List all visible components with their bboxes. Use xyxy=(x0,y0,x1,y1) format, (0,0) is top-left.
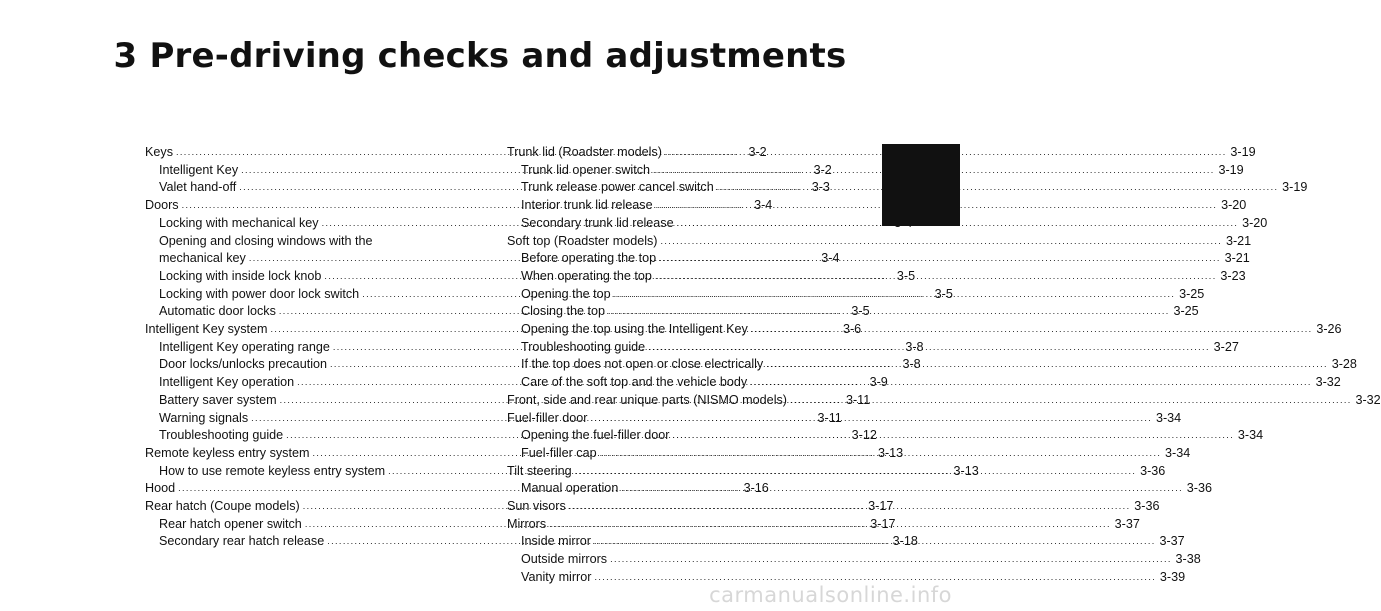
dot-leader xyxy=(648,339,1210,357)
toc-page-number: 3-37 xyxy=(1114,516,1140,531)
chapter-thumb-tab xyxy=(882,144,960,226)
toc-page-number: 3-19 xyxy=(1230,145,1256,159)
toc-entry-text: Intelligent Key operating range xyxy=(159,339,330,354)
toc-page-number: 3-21 xyxy=(1225,233,1252,248)
toc-page-number: 3-11 xyxy=(845,392,871,407)
toc-entry-text: Inside mirror xyxy=(521,534,591,549)
toc-subentry[interactable] xyxy=(507,321,1342,339)
toc-page-number: 3-39 xyxy=(1159,569,1186,584)
toc-entry-text: Intelligent Key operation xyxy=(159,375,295,390)
dot-leader xyxy=(608,303,1170,321)
toc-entry-text: Mirrors xyxy=(507,516,547,531)
toc-page-number: 3-36 xyxy=(1134,499,1160,514)
toc-entry-text: Locking with mechanical key xyxy=(159,215,319,230)
toc-entry[interactable] xyxy=(507,233,1252,251)
dot-leader xyxy=(614,286,1176,304)
chapter-title: 3 Pre-driving checks and adjustments xyxy=(113,36,847,76)
toc-entry-text: Keys xyxy=(145,145,173,159)
toc-entry-text: Automatic door locks xyxy=(159,304,276,319)
toc-page-number: 3-36 xyxy=(1186,481,1212,496)
toc-entry-text: Fuel-filler cap xyxy=(521,445,597,460)
toc-page-number: 3-23 xyxy=(1220,268,1246,283)
toc-entry-text: When operating the top xyxy=(521,268,652,283)
toc-entry-text: Tilt steering xyxy=(507,463,572,478)
toc-page-number: 3-8 xyxy=(902,357,921,372)
toc-entry-text: Before operating the top xyxy=(521,251,657,266)
toc-page-number: 3-9 xyxy=(869,375,888,390)
toc-entry-text: Intelligent Key xyxy=(159,162,239,177)
toc-subentry[interactable] xyxy=(507,250,1250,268)
toc-entry-text: Rear hatch opener switch xyxy=(159,516,302,531)
toc-subentry[interactable] xyxy=(507,179,1308,197)
toc-entry-text: Warning signals xyxy=(159,410,249,425)
toc-page-number: 3-11 xyxy=(817,410,842,425)
toc-page-number: 3-4 xyxy=(754,198,773,213)
dot-leader xyxy=(594,533,1156,551)
toc-entry-text: Secondary trunk lid release xyxy=(521,215,674,230)
toc-page-number: 3-32 xyxy=(1355,392,1381,407)
toc-entry-text: Intelligent Key system xyxy=(145,322,268,337)
dot-leader xyxy=(790,392,1352,410)
dot-leader xyxy=(610,551,1172,569)
toc-entry-text: Front, side and rear unique parts (NISMO models) xyxy=(507,392,787,407)
toc-entry-text: Secondary rear hatch release xyxy=(159,534,325,549)
toc-entry-text: Doors xyxy=(145,198,179,213)
dot-leader xyxy=(621,480,1183,498)
toc-entry-line xyxy=(145,233,491,251)
toc-entry-text: Trunk release power cancel switch xyxy=(521,180,714,195)
dot-leader xyxy=(661,233,1223,251)
toc-page-number: 3-19 xyxy=(1282,180,1308,195)
toc-subentry[interactable] xyxy=(507,551,1201,569)
dot-leader xyxy=(600,445,1162,463)
toc-page-number: 3-19 xyxy=(1218,162,1244,177)
toc-entry-text: Valet hand-off xyxy=(159,180,237,195)
toc-page-number: 3-6 xyxy=(842,322,862,337)
dot-leader xyxy=(672,427,1234,445)
toc-entry-text: Trunk lid opener switch xyxy=(521,162,651,177)
toc-page-number: 3-20 xyxy=(1242,215,1268,230)
toc-page-number: 3-34 xyxy=(1155,410,1182,425)
dot-leader xyxy=(717,179,1279,197)
toc-page-number: 3-2 xyxy=(748,145,767,159)
dot-leader xyxy=(766,356,1328,374)
dot-leader xyxy=(549,516,1111,534)
toc-entry-text: Sun visors xyxy=(507,499,566,514)
toc-page-number: 3-5 xyxy=(934,286,953,301)
toc-page-number: 3-34 xyxy=(1237,428,1264,443)
toc-entry-text: Troubleshooting guide xyxy=(521,339,646,354)
toc-entry-text: Hood xyxy=(145,481,176,496)
toc-entry-text: Manual operation xyxy=(521,481,619,496)
toc-entry-text: Door locks/unlocks precaution xyxy=(159,357,327,372)
dot-leader xyxy=(569,498,1131,516)
toc-page-number: 3-5 xyxy=(896,268,916,283)
toc-page-number: 3-16 xyxy=(743,481,769,496)
dot-leader xyxy=(751,321,1313,339)
toc-entry-text: Troubleshooting guide xyxy=(159,428,284,443)
toc-subentry[interactable] xyxy=(507,197,1247,215)
toc-page-number: 3-18 xyxy=(892,534,918,549)
toc-entry-text: Vanity mirror xyxy=(521,569,592,584)
toc-subentry[interactable] xyxy=(507,162,1244,180)
toc-page-number: 3-34 xyxy=(1165,445,1191,460)
toc-page-number: 3-25 xyxy=(1179,286,1205,301)
toc-entry-text: Soft top (Roadster models) xyxy=(507,233,658,248)
toc-page-number: 3-38 xyxy=(1175,552,1201,567)
toc-entry-text: If the top does not open or close electrically xyxy=(521,357,764,372)
toc-page-number: 3-32 xyxy=(1315,375,1341,390)
toc-page-number: 3-5 xyxy=(851,304,870,319)
toc-page-number: 3-13 xyxy=(953,463,979,478)
toc-entry-text: Remote keyless entry system xyxy=(145,445,310,460)
toc-entry[interactable] xyxy=(507,410,1182,428)
toc-entry-text: Opening the fuel-filler door xyxy=(521,428,670,443)
toc-subentry[interactable] xyxy=(145,215,491,233)
toc-entry-text: Locking with inside lock knob xyxy=(159,268,322,283)
toc-entry-text: Closing the top xyxy=(521,304,606,319)
toc-page-number: 3-4 xyxy=(821,251,840,266)
toc-page-number: 3-17 xyxy=(870,516,896,531)
toc-entry-text: Care of the soft top and the vehicle body xyxy=(521,375,748,390)
toc-entry-text: How to use remote keyless entry system xyxy=(159,463,386,478)
toc-page-number: 3-20 xyxy=(1221,198,1247,213)
dot-leader xyxy=(591,410,1153,428)
toc-entry-text: Interior trunk lid release xyxy=(521,198,653,213)
toc-page-number: 3-2 xyxy=(813,162,832,177)
toc-page-number: 3-26 xyxy=(1316,322,1342,337)
toc-page-number: 3-17 xyxy=(868,499,894,514)
toc-entry-text: Battery saver system xyxy=(159,392,277,407)
toc-entry-text: Opening the top using the Intelligent Key xyxy=(521,322,748,337)
toc-page-number: 3-12 xyxy=(851,428,877,443)
toc-entry-text: Fuel-filler door xyxy=(507,410,588,425)
toc-entry-text: mechanical key xyxy=(159,251,246,266)
toc-page-number: 3-3 xyxy=(811,180,830,195)
dot-leader xyxy=(655,268,1217,286)
toc-subentry[interactable] xyxy=(507,215,1268,233)
toc-page-number: 3-36 xyxy=(1140,463,1166,478)
toc-page-number: 3-27 xyxy=(1213,339,1239,354)
dot-leader xyxy=(659,250,1221,268)
toc-entry[interactable] xyxy=(507,144,1256,162)
toc-page-number: 3-28 xyxy=(1331,357,1357,372)
toc-page-number: 3-13 xyxy=(877,445,904,460)
dot-leader xyxy=(750,374,1312,392)
dot-leader xyxy=(575,463,1137,481)
toc-entry-text: Opening the top xyxy=(521,286,611,301)
toc-page-number: 3-37 xyxy=(1159,534,1185,549)
toc-entry-text: Opening and closing windows with the xyxy=(159,233,373,248)
toc-page-number: 3-21 xyxy=(1224,251,1250,266)
toc-entry-text: Rear hatch (Coupe models) xyxy=(145,499,300,514)
toc-page-number: 3-8 xyxy=(905,339,924,354)
watermark-text: carmanualsonline.info xyxy=(709,583,952,607)
toc-page-number: 3-25 xyxy=(1173,304,1199,319)
toc-subentry[interactable] xyxy=(507,480,1212,498)
toc-entry-text: Locking with power door lock switch xyxy=(159,286,360,301)
toc-entry-text: Outside mirrors xyxy=(521,552,608,567)
toc-entry-text: Trunk lid (Roadster models) xyxy=(507,145,662,159)
